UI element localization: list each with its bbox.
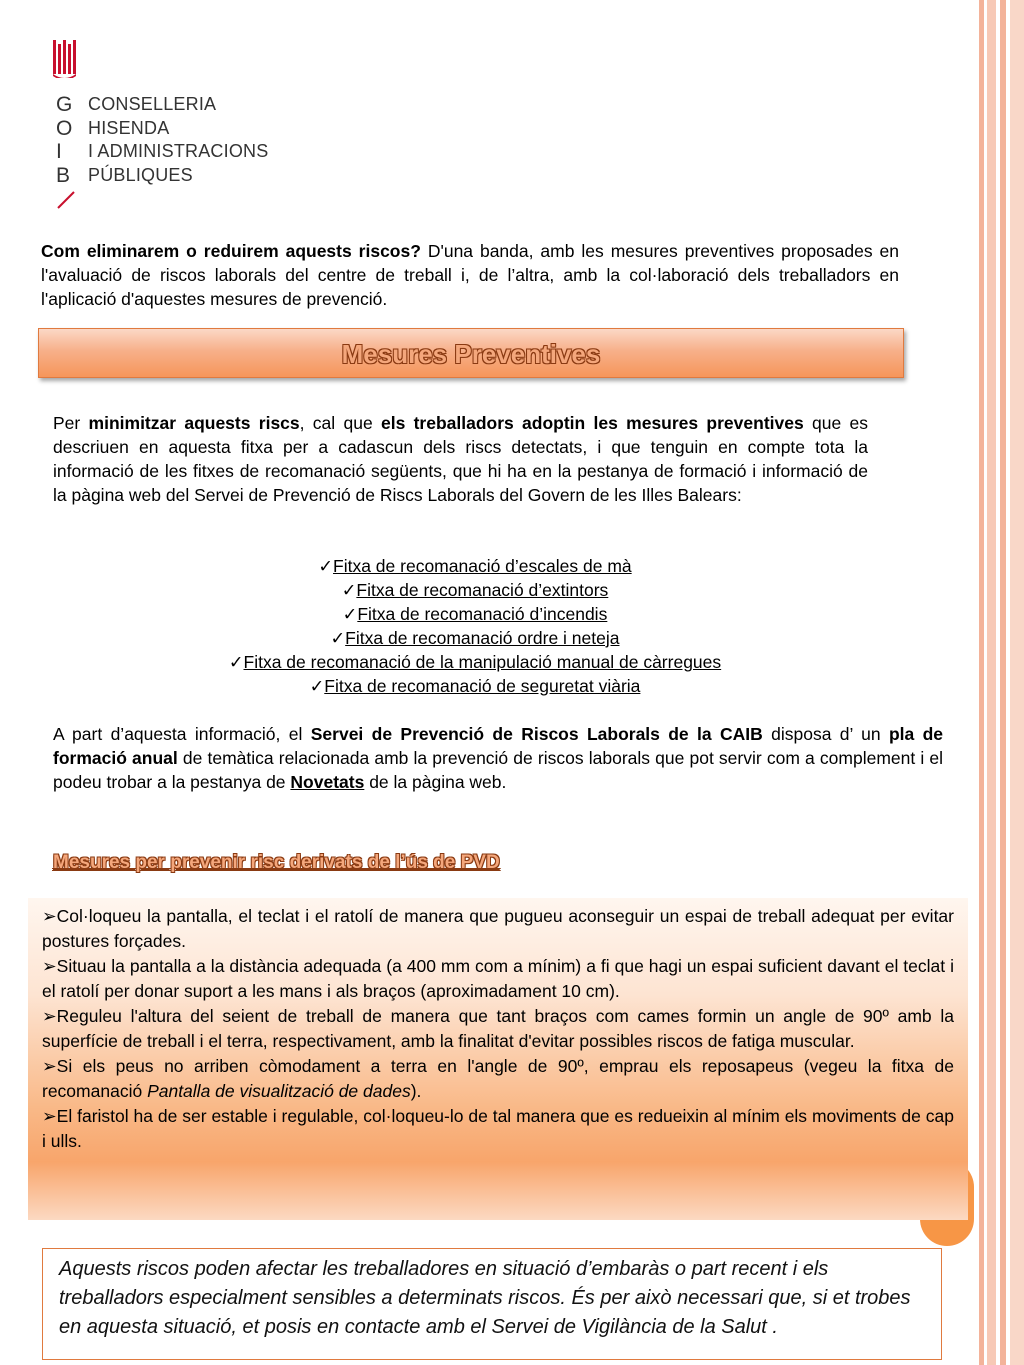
arrow-bullet-icon: ➢ xyxy=(42,1006,57,1026)
list-item xyxy=(42,1054,954,1104)
text-run: de la pàgina web. xyxy=(364,772,507,792)
list-item-text: Col·loqueu la pantalla, el teclat i el ratolí de manera que pugueu aconseguir un espai de treball adequat per evitar postures forçades. xyxy=(42,906,954,951)
text-run: de temàtica relacionada amb la prevenció de riscos laborals que pot servir com a complement i el podeu trobar a la pestanya de xyxy=(53,748,943,792)
notice-box xyxy=(42,1248,942,1360)
check-icon: ✓ xyxy=(342,604,358,624)
prevention-paragraph xyxy=(53,411,868,507)
banner-title: Mesures Preventives xyxy=(341,339,601,369)
list-item xyxy=(42,1004,954,1054)
list-item xyxy=(42,904,954,954)
check-icon: ✓ xyxy=(228,652,244,672)
logo-line: HISENDA xyxy=(88,117,170,138)
link-escales[interactable]: Fitxa de recomanació d’escales de mà xyxy=(333,556,632,576)
text-run: , cal que xyxy=(299,413,381,433)
list-item xyxy=(40,626,910,650)
logo-letter: B xyxy=(56,163,71,187)
text-run: disposa d’ un xyxy=(762,724,889,744)
logo-letter: G xyxy=(56,93,73,116)
link-ordre-neteja[interactable]: Fitxa de recomanació ordre i neteja xyxy=(345,628,620,648)
link-incendis[interactable]: Fitxa de recomanació d’incendis xyxy=(357,604,608,624)
list-item xyxy=(40,674,910,698)
logo-line: CONSELLERIA xyxy=(88,94,217,114)
apart-paragraph xyxy=(53,722,943,794)
recommendation-links xyxy=(40,554,910,698)
logo-letter: I xyxy=(56,140,62,163)
pvd-list xyxy=(42,904,954,1154)
list-item xyxy=(40,650,910,674)
logo-line: I ADMINISTRACIONS xyxy=(88,141,269,161)
list-item-text: Reguleu l'altura del seient de treball de manera que tant braços com cames formin un angle de 90º amb la superfície de treball i el terra, respectivament, amb la finalitat d'evitar possibles riscos de fatiga muscular. xyxy=(42,1006,954,1051)
logo-letter: O xyxy=(56,116,73,140)
goib-logo xyxy=(52,38,292,213)
link-extintors[interactable]: Fitxa de recomanació d’extintors xyxy=(356,580,609,600)
list-item-italic: Pantalla de visualització de dades xyxy=(147,1081,411,1101)
logo-slash-icon xyxy=(56,190,76,210)
list-item-text: ). xyxy=(410,1081,422,1101)
arrow-bullet-icon: ➢ xyxy=(42,906,57,926)
intro-text: D'una banda, amb les mesures preventives proposades en l'avaluació de riscos laborals del centre de treball i, de l’altra, amb la col·laboració dels treballadors en l'aplicació d'aquestes mesures de prevenció. xyxy=(41,241,899,309)
list-item xyxy=(40,578,910,602)
bold-run: Servei de Prevenció de Riscos Laborals de la CAIB xyxy=(310,724,763,744)
bold-run: minimitzar aquests riscs xyxy=(88,413,300,433)
list-item-text: El faristol ha de ser estable i regulable, col·loqueu-lo de tal manera que es redueixin al mínim els moviments de cap i ulls. xyxy=(42,1106,954,1151)
decorative-side-stripes xyxy=(976,0,1024,1365)
arrow-bullet-icon: ➢ xyxy=(42,1106,57,1126)
text-run: Per xyxy=(53,413,89,433)
arrow-bullet-icon: ➢ xyxy=(42,956,57,976)
novetats-link[interactable]: Novetats xyxy=(290,772,365,792)
link-manipulacio-carregues[interactable]: Fitxa de recomanació de la manipulació manual de càrregues xyxy=(243,652,722,672)
list-item xyxy=(40,602,910,626)
arrow-bullet-icon: ➢ xyxy=(42,1056,57,1076)
list-item xyxy=(42,954,954,1004)
logo-line: PÚBLIQUES xyxy=(88,164,193,185)
intro-question: Com eliminarem o reduirem aquests riscos? xyxy=(41,241,421,261)
bold-run: pla de formació anual xyxy=(53,724,943,768)
intro-paragraph xyxy=(41,239,899,311)
list-item-text: Situau la pantalla a la distància adequada (a 400 mm com a mínim) a fi que hagi un espai suficient davant el teclat i el ratolí per donar suport a les mans i als braços (aproximadament 10 cm). xyxy=(42,956,954,1001)
text-run: que es descriuen en aquesta fitxa per a cadascun dels riscs detectats, i que tenguin en compte tota la informació de les fitxes de recomanació següents, que hi ha en la pestanya de formació i informació de la pàgina web del Servei de Prevenció de Riscs Laborals del Govern de les Illes Balears: xyxy=(53,413,868,505)
mesures-preventives-banner xyxy=(38,328,904,378)
check-icon: ✓ xyxy=(318,556,334,576)
list-item xyxy=(42,1104,954,1154)
check-icon: ✓ xyxy=(341,580,357,600)
check-icon: ✓ xyxy=(330,628,346,648)
list-item xyxy=(40,554,910,578)
pvd-section-title: Mesures per prevenir risc derivats de l’ús de PVD xyxy=(53,852,500,873)
link-seguretat-viaria[interactable]: Fitxa de recomanació de seguretat viària xyxy=(324,676,641,696)
check-icon: ✓ xyxy=(309,676,325,696)
text-run: A part d’aquesta informació, el xyxy=(53,724,311,744)
bold-run: els treballadors adoptin les mesures preventives xyxy=(380,413,804,433)
notice-text: Aquests riscos poden afectar les treballadores en situació d’embaràs o part recent i els treballadors especialment sensibles a determinats riscos. És per això necessari que, si et trobes en aquesta situació, et posis en contacte amb el Servei de Vigilància de la Salut . xyxy=(59,1258,911,1338)
balearic-emblem-icon xyxy=(52,38,80,78)
list-item-text: Si els peus no arriben còmodament a terra en l'angle de 90º, emprau els reposapeus (vegeu la fitxa de recomanació xyxy=(42,1056,954,1101)
